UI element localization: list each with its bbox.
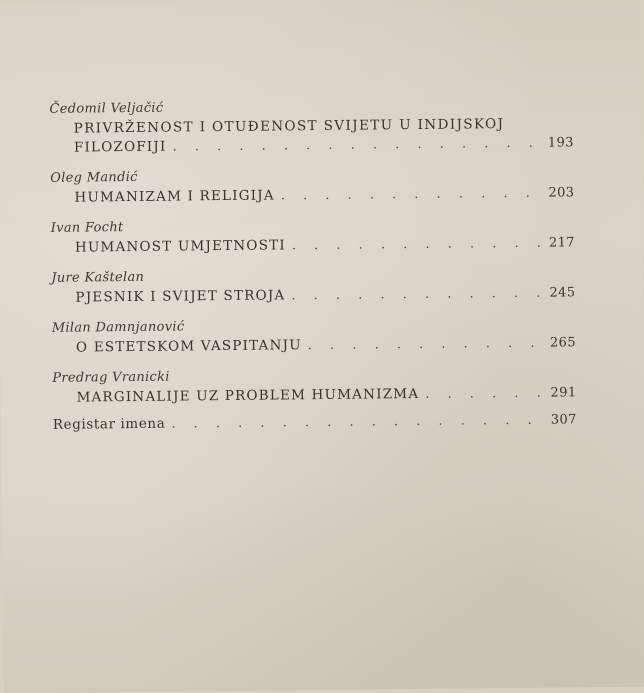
chapter-title: O ESTETSKOM VASPITANJU bbox=[75, 337, 302, 356]
page-number: 193 bbox=[547, 135, 574, 151]
toc-title-line bbox=[51, 281, 575, 309]
chapter-title: HUMANIZAM I RELIGIJA bbox=[74, 187, 275, 206]
page-number: 291 bbox=[550, 385, 577, 401]
author-name: Oleg Mandić bbox=[50, 169, 138, 186]
author-name: Jure Kaštelan bbox=[51, 269, 145, 286]
dot-leader bbox=[281, 183, 541, 208]
author-name: Milan Damnjanović bbox=[51, 319, 185, 336]
dot-leader bbox=[308, 333, 542, 357]
toc-entry-mandic bbox=[50, 164, 574, 209]
toc-entry-kastelan bbox=[51, 264, 575, 309]
chapter-title: PRIVRŽENOST I OTUĐENOST SVIJETU U INDIJSKOJ bbox=[73, 116, 505, 137]
dot-leader bbox=[425, 383, 543, 406]
chapter-title: HUMANOST UMJETNOSTI bbox=[74, 237, 286, 256]
index-title: Registar imena bbox=[52, 415, 166, 433]
toc-title-line bbox=[50, 181, 574, 209]
page-number: 307 bbox=[550, 412, 577, 428]
toc-entry-focht bbox=[51, 214, 575, 259]
chapter-title: PJESNIK I SVIJET STROJA bbox=[75, 287, 286, 306]
toc-title-line bbox=[53, 408, 577, 436]
toc-entry-registar bbox=[53, 408, 577, 436]
chapter-title: MARGINALIJE UZ PROBLEM HUMANIZMA bbox=[76, 385, 420, 406]
toc-entry-veljacic bbox=[49, 95, 574, 159]
dot-leader bbox=[172, 133, 540, 159]
table-of-contents bbox=[49, 95, 577, 446]
dot-leader bbox=[292, 233, 541, 258]
page-number: 265 bbox=[549, 335, 577, 351]
toc-title-line bbox=[52, 331, 576, 359]
page-number: 245 bbox=[549, 285, 576, 301]
page-number: 217 bbox=[548, 235, 576, 251]
author-name: Ivan Focht bbox=[50, 220, 124, 236]
chapter-title: FILOZOFIJI bbox=[73, 138, 167, 156]
author-name: Čedomil Veljačić bbox=[49, 100, 164, 117]
toc-entry-vranicki bbox=[52, 364, 576, 409]
toc-title-line bbox=[51, 231, 575, 259]
dot-leader bbox=[171, 410, 543, 436]
toc-entry-damnjanovic bbox=[52, 314, 576, 359]
toc-title-line bbox=[52, 381, 576, 409]
author-name: Predrag Vranicki bbox=[52, 369, 170, 386]
dot-leader bbox=[291, 283, 541, 308]
page-number: 203 bbox=[548, 185, 575, 201]
toc-title-line bbox=[50, 131, 574, 159]
